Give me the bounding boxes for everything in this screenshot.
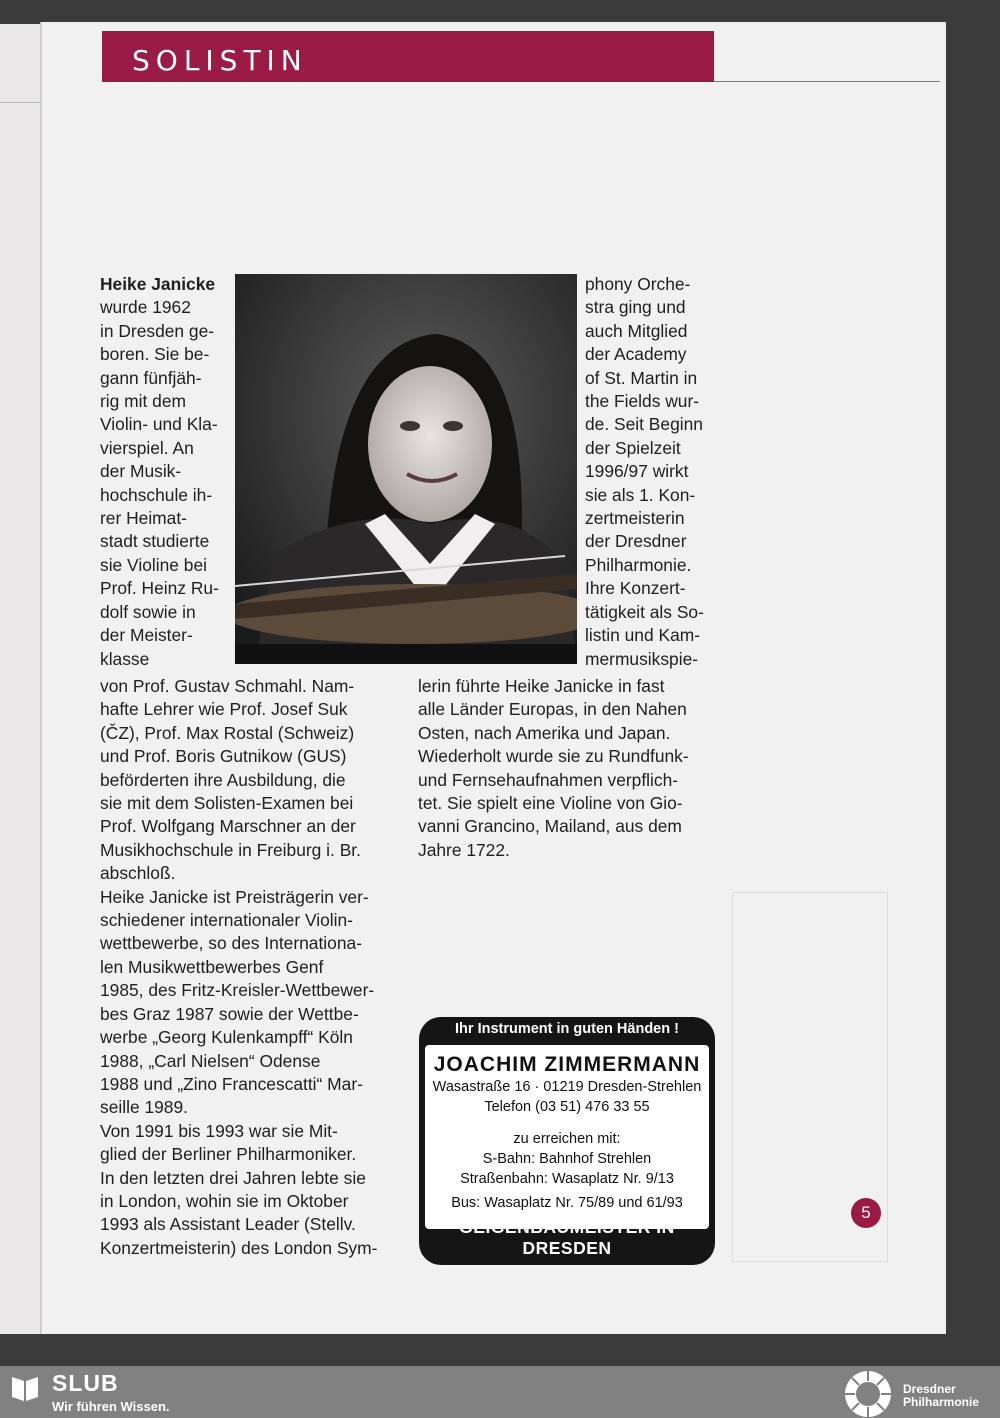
- text-line: wettbewerbe, so des Internationa-: [100, 933, 362, 954]
- text-line: 1988 und „Zino Francescatti“ Mar-: [100, 1073, 363, 1094]
- header-rule: [714, 81, 940, 82]
- text-line: seille 1989.: [100, 1097, 188, 1118]
- text-line: In den letzten drei Jahren lebte sie: [100, 1167, 366, 1188]
- text-line: (ČZ), Prof. Max Rostal (Schweiz): [100, 722, 355, 743]
- text-line: glied der Berliner Philharmoniker.: [100, 1144, 357, 1165]
- column-middle: [418, 675, 714, 862]
- middle-lines: [418, 675, 714, 862]
- text-line: listin und Kam-: [585, 625, 701, 646]
- text-line: Konzertmeisterin) des London Sym-: [100, 1237, 378, 1258]
- text-line: 1993 als Assistant Leader (Stellv.: [100, 1214, 356, 1235]
- text-line: lerin führte Heike Janicke in fast: [418, 676, 665, 696]
- text-line: 1988, „Carl Nielsen“ Odense: [100, 1050, 321, 1071]
- text-line: der Spielzeit: [585, 437, 681, 458]
- text-line: 1985, des Fritz-Kreisler-Wettbewer-: [100, 980, 375, 1001]
- column-right-narrow: [585, 273, 713, 671]
- philharmonie-logo-icon: [843, 1369, 893, 1418]
- text-line: der Meister-: [100, 625, 193, 646]
- text-line: rig mit dem: [100, 391, 187, 412]
- text-line: vanni Grancino, Mailand, aus dem: [418, 816, 682, 837]
- ad-tram: Straßenbahn: Wasaplatz Nr. 9/13: [460, 1171, 674, 1187]
- text-line: sie Violine bei: [100, 554, 207, 575]
- library-name[interactable]: SLUB: [52, 1370, 119, 1396]
- text-line: gann fünfjäh-: [100, 367, 202, 388]
- ad-footer: GEIGENBAUMEISTER IN DRESDEN: [459, 1217, 675, 1258]
- text-line: Jahre 1722.: [418, 839, 510, 860]
- text-line: der Dresdner: [585, 531, 687, 552]
- document-page: [40, 22, 946, 1334]
- ad-slogan: Ihr Instrument in guten Händen !: [455, 1021, 679, 1037]
- text-line: dolf sowie in: [100, 601, 196, 622]
- partner-name-line1: Dresdner: [903, 1382, 956, 1396]
- text-line: und Prof. Boris Gutnikow (GUS): [100, 746, 347, 767]
- partner-name-line2: Philharmonie: [903, 1395, 980, 1409]
- text-line: of St. Martin in: [585, 367, 698, 388]
- right-narrow-lines: [585, 273, 713, 671]
- text-line: len Musikwettbewerbes Genf: [100, 956, 324, 977]
- text-line: sie als 1. Kon-: [585, 484, 696, 505]
- text-line: mermusikspie-: [585, 648, 699, 669]
- text-line: sie mit dem Solisten-Examen bei: [100, 793, 354, 814]
- text-line: in London, wohin sie im Oktober: [100, 1190, 349, 1211]
- text-line: alle Länder Europas, in den Nahen: [418, 699, 687, 720]
- text-line: und Fernsehaufnahmen verpflich-: [418, 769, 679, 790]
- text-line: wurde 1962: [100, 297, 191, 318]
- text-line: de. Seit Beginn: [585, 414, 703, 435]
- violin-maker-advertisement: [419, 1017, 715, 1265]
- section-title: SOLISTIN: [132, 44, 308, 77]
- ad-phone: Telefon (03 51) 476 33 55: [484, 1099, 650, 1115]
- text-line: der Academy: [585, 344, 687, 365]
- text-line: boren. Sie be-: [100, 344, 210, 365]
- text-line: Prof. Heinz Ru-: [100, 578, 219, 599]
- ad-sbahn: S-Bahn: Bahnhof Strehlen: [482, 1151, 652, 1167]
- text-line: abschloß.: [100, 863, 176, 884]
- text-line: Musikhochschule in Freiburg i. Br.: [100, 839, 361, 860]
- text-line: tet. Sie spielt eine Violine von Gio-: [418, 793, 683, 814]
- text-line: auch Mitglied: [585, 320, 688, 341]
- text-line: stra ging und: [585, 297, 686, 318]
- portrait-photo: [235, 274, 577, 664]
- text-line: Prof. Wolfgang Marschner an der: [100, 816, 356, 837]
- text-line: the Fields wur-: [585, 391, 700, 412]
- text-line: Von 1991 bis 1993 war sie Mit-: [100, 1120, 338, 1141]
- ad-info-box: [425, 1045, 709, 1229]
- text-line: Osten, nach Amerika und Japan.: [418, 722, 671, 743]
- page-number-badge: 5: [851, 1198, 881, 1228]
- text-line: klasse: [100, 648, 150, 669]
- ad-reach-title: zu erreichen mit:: [513, 1131, 621, 1147]
- artist-name: Heike Janicke: [100, 274, 216, 294]
- text-line: bes Graz 1987 sowie der Wettbe-: [100, 1003, 359, 1024]
- ad-bus: Bus: Wasaplatz Nr. 75/89 und 61/93: [451, 1195, 683, 1211]
- text-line: tätigkeit als So-: [585, 601, 704, 622]
- text-line: hafte Lehrer wie Prof. Josef Suk: [100, 699, 348, 720]
- text-line: Heike Janicke ist Preisträgerin ver-: [100, 886, 369, 907]
- ad-address: Wasastraße 16 · 01219 Dresden-Strehlen: [432, 1079, 702, 1095]
- text-line: vierspiel. An: [100, 437, 194, 458]
- text-line: in Dresden ge-: [100, 320, 215, 341]
- text-line: phony Orche-: [585, 274, 691, 294]
- text-line: Violin- und Kla-: [100, 414, 218, 435]
- left-narrow-lines: [100, 296, 228, 671]
- partner-name[interactable]: [903, 1383, 979, 1409]
- text-line: Philharmonie.: [585, 554, 692, 575]
- ad-company-name: JOACHIM ZIMMERMANN: [433, 1053, 701, 1076]
- column-left-narrow: [100, 273, 228, 671]
- library-slogan: Wir führen Wissen.: [52, 1399, 170, 1414]
- text-line: werbe „Georg Kulenkampff“ Köln: [100, 1027, 353, 1048]
- text-line: stadt studierte: [100, 531, 210, 552]
- text-line: von Prof. Gustav Schmahl. Nam-: [100, 676, 355, 696]
- text-line: hochschule ih-: [100, 484, 213, 505]
- text-line: beförderten ihre Ausbildung, die: [100, 769, 346, 790]
- text-line: rer Heimat-: [100, 508, 187, 529]
- left-wide-lines: [100, 675, 396, 1260]
- violinist-portrait-image: [235, 274, 577, 664]
- text-line: der Musik-: [100, 461, 182, 482]
- facing-page-edge: [0, 24, 40, 1334]
- column-left-wide: [100, 675, 396, 1260]
- text-line: schiedener internationaler Violin-: [100, 910, 353, 931]
- text-line: Ihre Konzert-: [585, 578, 686, 599]
- slub-logo-icon: [10, 1373, 40, 1403]
- text-line: zertmeisterin: [585, 508, 685, 529]
- text-line: Wiederholt wurde sie zu Rundfunk-: [418, 746, 689, 767]
- text-line: 1996/97 wirkt: [585, 461, 689, 482]
